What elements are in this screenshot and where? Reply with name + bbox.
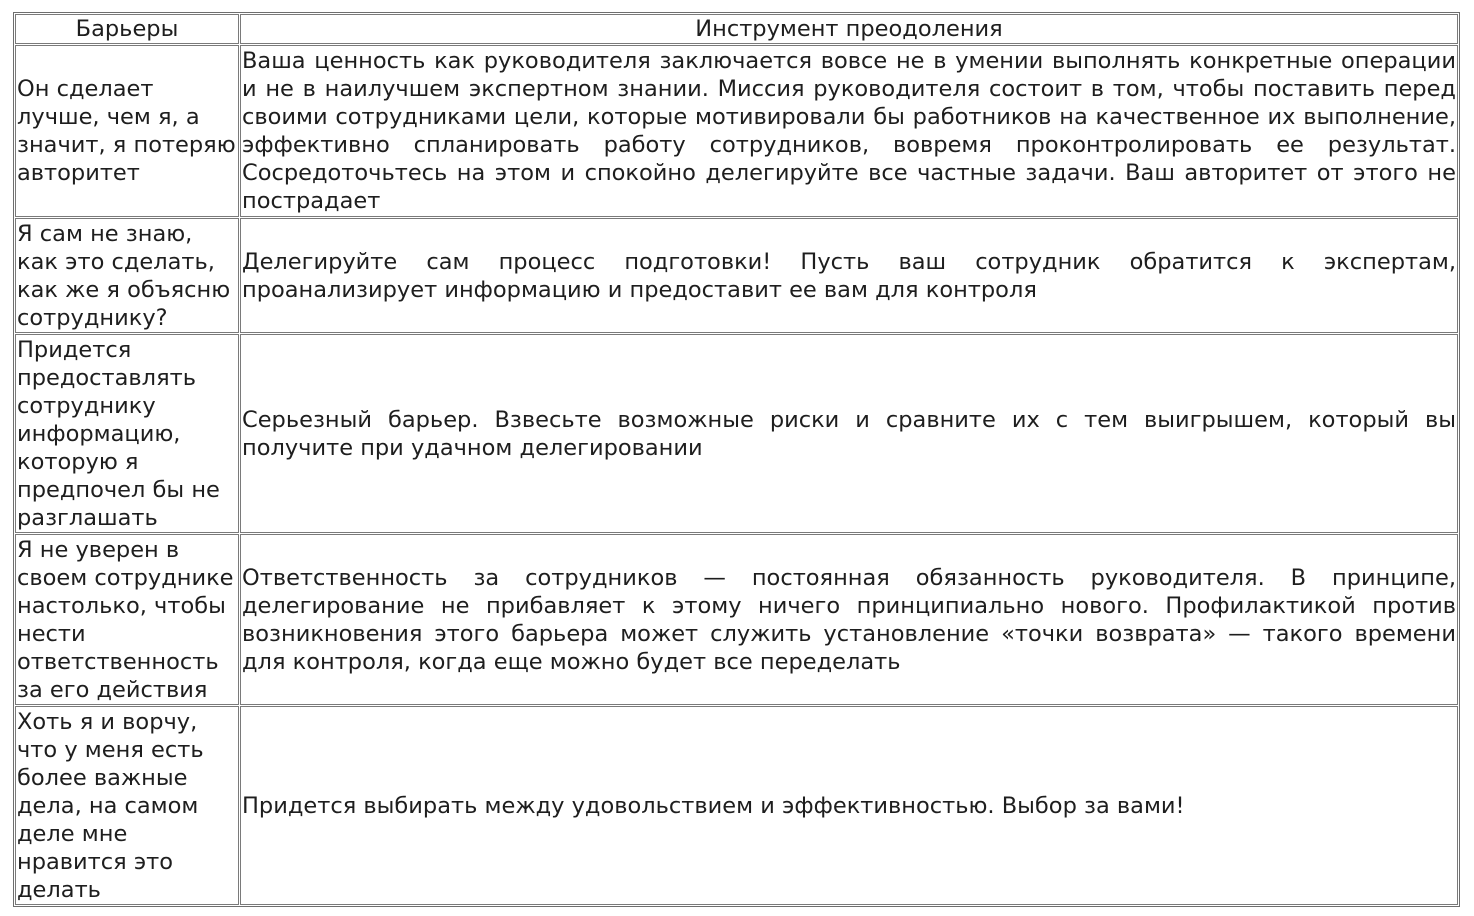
table-row bbox=[15, 334, 1458, 533]
tool-cell: Ваша ценность как руководителя заключается вовсе не в умении выполнять конкретные операции и не в наилучшем экспертном знании. Миссия руководителя состоит в том, чтобы поставить перед своими сотрудниками цели, которые мотивировали бы работников на качественное их выполнение, эффективно спланировать работу сотрудников, вовремя проконтролировать ее результат. Сосредоточьтесь на этом и спокойно делегируйте все частные задачи. Ваш авторитет от этого не пострадает bbox=[240, 45, 1458, 217]
barrier-cell: Придется предоставлять сотруднику информацию, которую я предпочел бы не разглашать bbox=[15, 334, 239, 533]
tool-cell: Серьезный барьер. Взвесьте возможные риски и сравните их с тем выигрышем, который вы получите при удачном делегировании bbox=[240, 334, 1458, 533]
tool-cell: Придется выбирать между удовольствием и эффективностью. Выбор за вами! bbox=[240, 706, 1458, 905]
table-row bbox=[15, 706, 1458, 905]
barrier-cell: Хоть я и ворчу, что у меня есть более важные дела, на самом деле мне нравится это делать bbox=[15, 706, 239, 905]
tool-cell: Делегируйте сам процесс подготовки! Пусть ваш сотрудник обратится к экспертам, проанализирует информацию и предоставит ее вам для контроля bbox=[240, 218, 1458, 333]
table-row bbox=[15, 534, 1458, 705]
barriers-table bbox=[13, 12, 1460, 907]
table-header-row bbox=[15, 14, 1458, 44]
header-tool: Инструмент преодоления bbox=[240, 14, 1458, 44]
barrier-cell: Он сделает лучше, чем я, а значит, я потеряю авторитет bbox=[15, 45, 239, 217]
table-row bbox=[15, 45, 1458, 217]
table-row bbox=[15, 218, 1458, 333]
barrier-cell: Я не уверен в своем сотруднике настолько, чтобы нести ответственность за его действия bbox=[15, 534, 239, 705]
tool-cell: Ответственность за сотрудников — постоянная обязанность руководителя. В принципе, делегирование не прибавляет к этому ничего принципиально нового. Профилактикой против возникновения этого барьера может служить установление «точки возврата» — такого времени для контроля, когда еще можно будет все переделать bbox=[240, 534, 1458, 705]
barrier-cell: Я сам не знаю, как это сделать, как же я объясню сотруднику? bbox=[15, 218, 239, 333]
header-barriers: Барьеры bbox=[15, 14, 239, 44]
